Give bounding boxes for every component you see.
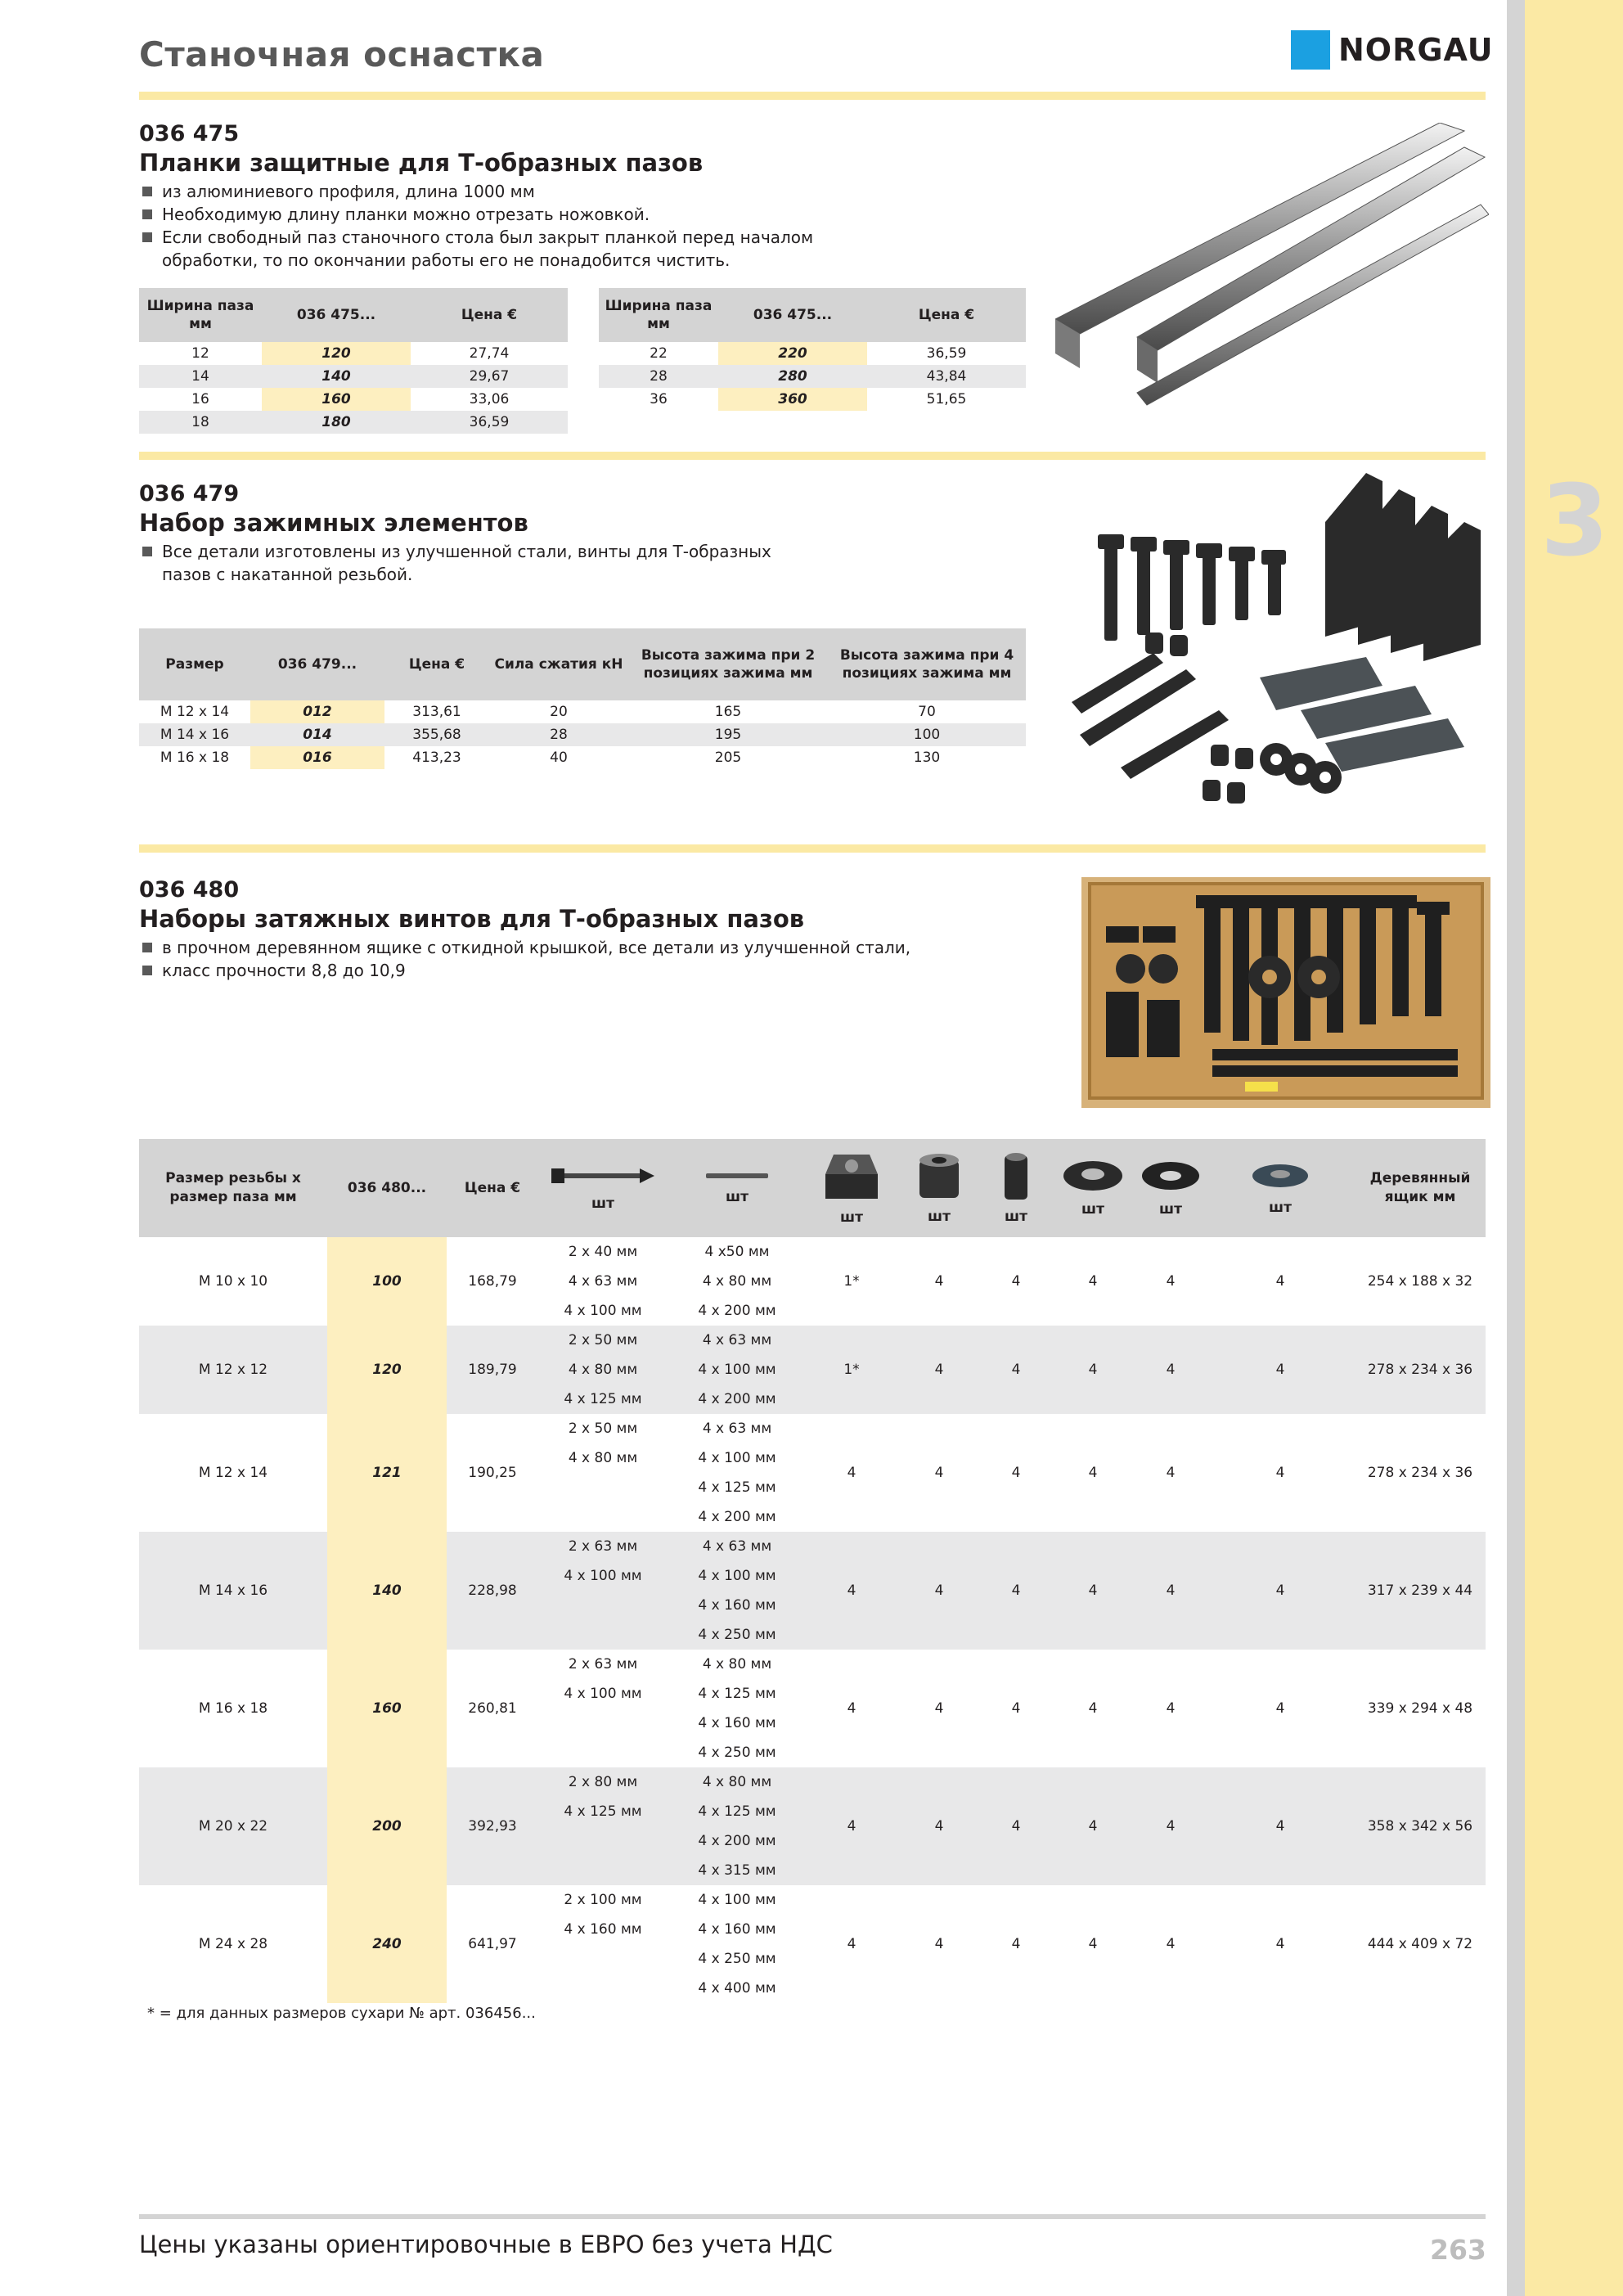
table-cell (538, 1414, 668, 1532)
table-cell: 51,65 (926, 391, 967, 407)
article-cell: 120 (327, 1326, 447, 1414)
dimension-line: 4 x 160 мм (698, 1597, 776, 1614)
dimension-line: 4 x 125 мм (698, 1479, 776, 1496)
table-cell: 4 (1206, 1767, 1355, 1885)
article-cell: 121 (327, 1414, 447, 1532)
col-header-coupling-nut (982, 1139, 1050, 1237)
table-cell: 254 x 188 x 32 (1367, 1273, 1473, 1290)
table-cell (668, 1885, 807, 2003)
side-strip-yellow (1525, 0, 1623, 2296)
divider (139, 452, 1486, 460)
table-cell: 4 (1050, 1532, 1135, 1650)
rails-image (1055, 123, 1489, 409)
unit-label: шт (591, 1195, 614, 1212)
table-cell (668, 1237, 807, 1326)
table-cell: 130 (913, 750, 941, 766)
table-cell: 4 (1088, 1465, 1098, 1481)
table-cell: 4 (1166, 1273, 1176, 1290)
table-cell: 4 (1088, 1273, 1098, 1290)
col-header: Размер резьбы х размер паза мм (139, 1139, 327, 1237)
table-cell: 313,61 (412, 704, 461, 720)
dimension-line: 4 x50 мм (704, 1244, 770, 1260)
coupling-nut-icon (1001, 1150, 1031, 1201)
unit-label: шт (726, 1188, 749, 1205)
table-cell: 4 (1206, 1532, 1355, 1650)
table-row (139, 1650, 1486, 1767)
col-header-flange-nut (897, 1139, 982, 1237)
table-cell: 317 x 239 x 44 (1355, 1532, 1486, 1650)
list-item: в прочном деревянном ящике с откидной крышкой, все детали из улучшенной стали, (139, 936, 910, 959)
footer-note: Цены указаны ориентировочные в ЕВРО без учета НДС (139, 2231, 833, 2258)
footer-divider (139, 2214, 1486, 2219)
table-cell: 4 (934, 1936, 944, 1952)
table-cell: 4 (1088, 1936, 1098, 1952)
table-row (139, 1326, 1486, 1414)
washer-icon (1062, 1158, 1124, 1194)
article-cell: 160 (262, 388, 411, 411)
table-cell: 4 (1011, 1936, 1021, 1952)
article-cell: 360 (718, 388, 867, 411)
table-cell: 36 (650, 391, 668, 407)
table-cell: 4 (1135, 1326, 1206, 1414)
section-title: Наборы затяжных винтов для Т-образных пазов (139, 905, 805, 933)
col-header: Деревянный ящик мм (1355, 1139, 1486, 1237)
stud-bolt-icon (550, 1164, 656, 1188)
table-cell: 4 (1275, 1700, 1285, 1717)
side-strip-gray (1507, 0, 1525, 2296)
col-header: 036 475... (262, 288, 411, 342)
table-cell: 4 (1166, 1465, 1176, 1481)
brand-logo (1291, 29, 1494, 70)
table-cell: 4 (1050, 1767, 1135, 1885)
table-cell: 4 (847, 1465, 856, 1481)
table-cell: 358 x 342 x 56 (1355, 1767, 1486, 1885)
article-cell: 100 (327, 1237, 447, 1326)
col-header: Размер (139, 628, 250, 700)
article-cell: 016 (250, 746, 384, 769)
table-cell (668, 1532, 807, 1650)
dimension-line: 4 x 125 мм (698, 1686, 776, 1702)
table-cell: M 16 x 18 (198, 1700, 268, 1717)
table-cell: 4 (982, 1767, 1050, 1885)
table-cell: 20 (550, 704, 568, 720)
page-number: 263 (1430, 2234, 1486, 2266)
col-header-flat-washer (1135, 1139, 1206, 1237)
table-cell: 205 (714, 750, 742, 766)
bullet-list (139, 936, 910, 982)
dimension-line: 4 x 200 мм (698, 1391, 776, 1407)
rails-table-left (139, 288, 568, 434)
col-header: Ширина паза мм (139, 288, 262, 342)
table-cell: 195 (628, 723, 828, 746)
table-cell (538, 1650, 668, 1767)
table-cell: 339 x 294 x 48 (1367, 1700, 1473, 1717)
table-cell: 392,93 (447, 1767, 538, 1885)
dimension-line: 4 x 63 мм (568, 1273, 638, 1290)
section-title: Планки защитные для Т-образных пазов (139, 149, 704, 177)
col-header: Ширина паза мм (599, 288, 718, 342)
table-row (139, 1767, 1486, 1885)
table-cell: 260,81 (468, 1700, 517, 1717)
dimension-line: 4 x 63 мм (702, 1332, 772, 1348)
thin-washer-icon (1251, 1159, 1310, 1192)
table-cell: M 14 x 16 (139, 1532, 327, 1650)
table-cell: 190,25 (468, 1465, 517, 1481)
table-cell (538, 1237, 668, 1326)
dimension-line: 2 x 100 мм (564, 1892, 642, 1908)
table-cell: 4 (897, 1532, 982, 1650)
rails-table-right (599, 288, 1026, 411)
table-cell: 1* (807, 1326, 897, 1414)
table-cell: 4 (1275, 1465, 1285, 1481)
article-cell: 280 (718, 365, 867, 388)
dimension-line: 4 x 160 мм (698, 1715, 776, 1731)
table-cell: 278 x 234 x 36 (1367, 1465, 1473, 1481)
dimension-line: 4 x 200 мм (698, 1833, 776, 1849)
dimension-line: 4 x 125 мм (564, 1391, 642, 1407)
table-cell: 4 (847, 1936, 856, 1952)
list-item: Если свободный паз станочного стола был закрыт планкой перед началом (139, 226, 813, 249)
page-title: Станочная оснастка (139, 34, 545, 74)
col-header: Цена € (867, 288, 1026, 342)
bullet-list (139, 540, 771, 586)
table-cell: 4 (1166, 1936, 1176, 1952)
dimension-line: 2 x 63 мм (568, 1656, 638, 1672)
table-cell: 28 (599, 365, 718, 388)
table-cell: 4 (934, 1465, 944, 1481)
list-item: обработки, то по окончании работы его не понадобится чистить. (162, 250, 731, 270)
table-cell: 355,68 (384, 723, 489, 746)
table-cell (538, 1326, 668, 1414)
dimension-line: 2 x 63 мм (568, 1538, 638, 1555)
table-cell: 4 (807, 1767, 897, 1885)
table-cell (668, 1650, 807, 1767)
dimension-line: 4 x 200 мм (698, 1303, 776, 1319)
table-cell: 36,59 (926, 345, 967, 362)
table-cell: 36,59 (411, 411, 568, 434)
article-cell: 240 (327, 1885, 447, 2003)
article-cell: 140 (327, 1532, 447, 1650)
col-header: Высота зажима при 4 позициях зажима мм (828, 628, 1026, 700)
wooden-box-image (1081, 877, 1490, 1108)
table-cell: 4 (807, 1532, 897, 1650)
dimension-line: 4 x 100 мм (564, 1686, 642, 1702)
unit-label: шт (1081, 1200, 1104, 1218)
table-row (139, 1532, 1486, 1650)
dimension-line: 4 x 250 мм (698, 1951, 776, 1967)
unit-label: шт (1269, 1199, 1292, 1216)
table-cell: 16 (191, 391, 209, 407)
dimension-line: 4 x 63 мм (702, 1538, 772, 1555)
table-cell (538, 1532, 668, 1650)
table-cell: 4 (1275, 1936, 1285, 1952)
dimension-line: 2 x 80 мм (568, 1774, 638, 1790)
table-cell: 18 (139, 411, 262, 434)
dimension-line: 4 x 80 мм (568, 1450, 638, 1466)
table-cell (668, 1326, 807, 1414)
table-cell: 33,06 (469, 391, 510, 407)
clamping-kit-table (139, 628, 1026, 769)
col-header-washer (1050, 1139, 1135, 1237)
table-cell: 4 (1135, 1767, 1206, 1885)
logo-text: NORGAU (1338, 32, 1494, 68)
dimension-line: 4 x 80 мм (702, 1656, 772, 1672)
table-cell: 641,97 (468, 1936, 517, 1952)
dimension-line: 4 x 100 мм (564, 1568, 642, 1584)
col-header-bolt (538, 1139, 668, 1237)
dimension-line: 4 x 160 мм (564, 1921, 642, 1938)
table-cell: 189,79 (447, 1326, 538, 1414)
table-cell: 168,79 (468, 1273, 517, 1290)
col-header: 036 475... (718, 288, 867, 342)
dimension-line: 4 x 80 мм (568, 1362, 638, 1378)
table-cell: 4 (1135, 1532, 1206, 1650)
article-cell: 160 (327, 1650, 447, 1767)
table-cell: 43,84 (867, 365, 1026, 388)
table-cell: 22 (650, 345, 668, 362)
dimension-line: 4 x 100 мм (564, 1303, 642, 1319)
divider (139, 844, 1486, 853)
table-cell: 444 x 409 x 72 (1367, 1936, 1473, 1952)
col-header: 036 479... (250, 628, 384, 700)
table-cell: 4 (1275, 1273, 1285, 1290)
table-cell: M 12 x 14 (198, 1465, 268, 1481)
article-cell: 014 (250, 723, 384, 746)
clamping-bolt-sets-table (139, 1139, 1486, 2003)
dimension-line: 4 x 400 мм (698, 1980, 776, 1997)
dimension-line: 4 x 80 мм (702, 1774, 772, 1790)
dimension-line: 4 x 125 мм (698, 1803, 776, 1820)
clamping-kit-image (1055, 473, 1489, 808)
table-cell: 165 (714, 704, 742, 720)
col-header: Цена € (411, 288, 568, 342)
divider (139, 92, 1486, 100)
logo-square-icon (1291, 30, 1330, 70)
list-item: Все детали изготовлены из улучшенной стали, винты для Т-образных (139, 540, 771, 563)
col-header: Сила сжатия кН (489, 628, 628, 700)
table-row (139, 1885, 1486, 2003)
list-item: пазов с накатанной резьбой. (162, 565, 413, 584)
table-cell: 28 (489, 723, 628, 746)
col-header: Цена € (384, 628, 489, 700)
section-title: Набор зажимных элементов (139, 509, 528, 537)
bullet-list (139, 180, 813, 272)
table-cell: 12 (191, 345, 209, 362)
table-cell (538, 1885, 668, 2003)
table-cell: 100 (828, 723, 1026, 746)
table-cell: 27,74 (469, 345, 510, 362)
dimension-line: 4 x 100 мм (698, 1568, 776, 1584)
dimension-line: 4 x 250 мм (698, 1745, 776, 1761)
table-cell: 4 (1050, 1326, 1135, 1414)
table-cell: 413,23 (412, 750, 461, 766)
table-cell: 4 (897, 1767, 982, 1885)
col-header: Цена € (447, 1139, 538, 1237)
table-cell: M 10 x 10 (198, 1273, 268, 1290)
table-cell: M 14 x 16 (139, 723, 250, 746)
footnote: * = для данных размеров сухари № арт. 036456... (147, 2005, 536, 2022)
table-cell: 4 (982, 1532, 1050, 1650)
table-cell (538, 1767, 668, 1885)
chapter-number: 3 (1540, 465, 1609, 579)
table-cell: 4 (1088, 1700, 1098, 1717)
article-cell: 120 (262, 342, 411, 365)
article-cell: 200 (327, 1767, 447, 1885)
unit-label: шт (1005, 1208, 1027, 1225)
table-cell: 70 (918, 704, 936, 720)
unit-label: шт (928, 1208, 951, 1225)
table-cell: 4 (1011, 1273, 1021, 1290)
dimension-line: 4 x 100 мм (698, 1362, 776, 1378)
table-row (139, 1237, 1486, 1326)
dimension-line: 4 x 63 мм (702, 1420, 772, 1437)
unit-label: шт (1159, 1200, 1182, 1218)
table-cell: M 12 x 12 (139, 1326, 327, 1414)
table-cell: 29,67 (411, 365, 568, 388)
article-cell: 220 (718, 342, 867, 365)
t-nut-icon (822, 1150, 881, 1202)
table-cell: 4 (982, 1326, 1050, 1414)
table-cell: 4 (1206, 1326, 1355, 1414)
section-code: 036 480 (139, 877, 240, 903)
threaded-rod-icon (704, 1170, 770, 1182)
table-cell: 4 (1011, 1465, 1021, 1481)
table-cell: 40 (550, 750, 568, 766)
table-cell: M 24 x 28 (198, 1936, 268, 1952)
list-item: из алюминиевого профиля, длина 1000 мм (139, 180, 813, 203)
dimension-line: 4 x 250 мм (698, 1627, 776, 1643)
table-cell: 14 (139, 365, 262, 388)
table-cell: M 12 x 14 (160, 704, 230, 720)
table-cell: M 20 x 22 (139, 1767, 327, 1885)
table-cell: 228,98 (447, 1532, 538, 1650)
table-cell: 4 (934, 1700, 944, 1717)
dimension-line: 4 x 160 мм (698, 1921, 776, 1938)
col-header: Высота зажима при 2 позициях зажима мм (628, 628, 828, 700)
article-cell: 140 (262, 365, 411, 388)
col-header-tnut (807, 1139, 897, 1237)
dimension-line: 4 x 100 мм (698, 1450, 776, 1466)
table-cell: M 16 x 18 (160, 750, 230, 766)
dimension-line: 4 x 125 мм (564, 1803, 642, 1820)
table-row (139, 1414, 1486, 1532)
table-cell: 4 (934, 1273, 944, 1290)
table-cell: 4 (1166, 1700, 1176, 1717)
table-cell: 4 (847, 1700, 856, 1717)
section-code: 036 479 (139, 481, 240, 506)
dimension-line: 4 x 80 мм (702, 1273, 772, 1290)
flat-washer-icon (1140, 1158, 1201, 1194)
dimension-line: 2 x 50 мм (568, 1420, 638, 1437)
article-cell: 012 (250, 700, 384, 723)
dimension-line: 4 x 315 мм (698, 1862, 776, 1879)
article-cell: 180 (262, 411, 411, 434)
unit-label: шт (840, 1209, 863, 1226)
list-item: Необходимую длину планки можно отрезать ножовкой. (139, 203, 813, 226)
table-cell: 4 (897, 1326, 982, 1414)
dimension-line: 4 x 100 мм (698, 1892, 776, 1908)
col-header-stud (668, 1139, 807, 1237)
section-code: 036 475 (139, 121, 240, 146)
dimension-line: 2 x 40 мм (568, 1244, 638, 1260)
col-header: 036 480... (327, 1139, 447, 1237)
col-header-thin-washer (1206, 1139, 1355, 1237)
list-item: класс прочности 8,8 до 10,9 (139, 959, 910, 982)
table-cell (668, 1767, 807, 1885)
table-cell: 278 x 234 x 36 (1355, 1326, 1486, 1414)
dimension-line: 4 x 200 мм (698, 1509, 776, 1525)
table-cell: 4 (1011, 1700, 1021, 1717)
table-cell (668, 1414, 807, 1532)
dimension-line: 2 x 50 мм (568, 1332, 638, 1348)
table-cell: 1* (843, 1273, 860, 1290)
flange-nut-icon (916, 1150, 962, 1201)
